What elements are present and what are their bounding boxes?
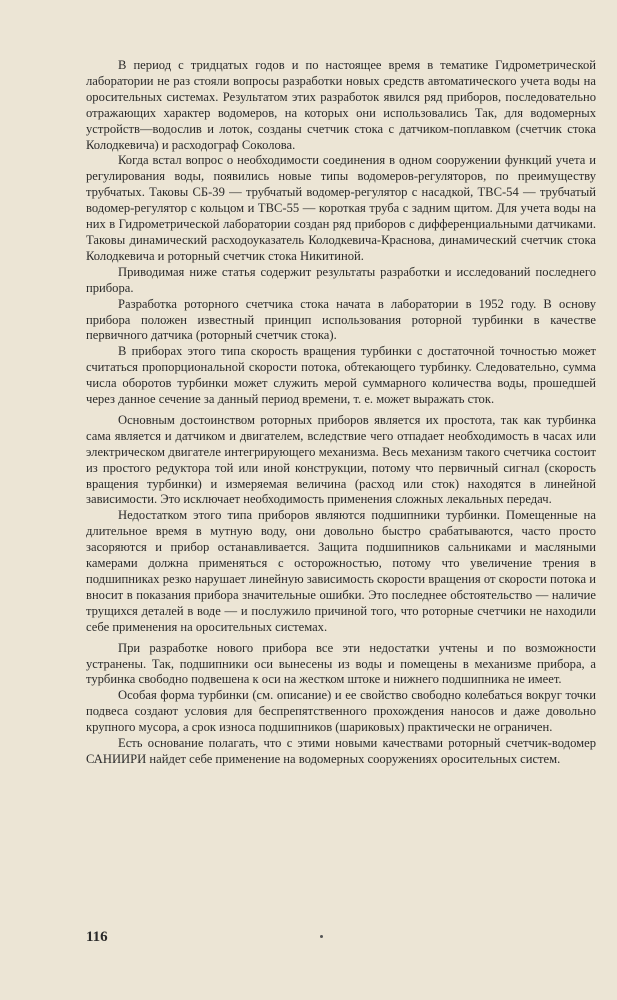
paragraph: Особая форма турбинки (см. описание) и ее свойство свободно колебаться вокруг точки подвеса создают условия для беспрепятственного прохождения наносов и даже довольно крупного мусора, а срок износа подшипников (шариковых) практически не ограничен. xyxy=(86,688,596,735)
article-text xyxy=(86,58,596,768)
paragraph: Недостатком этого типа приборов являются подшипники турбинки. Помещенные на длительное время в мутную воду, они довольно быстро срабатываются, часто просто засоряются и прибор останавливается. Защита подшипников сальниками и масляными камерами должна применяться с осторожностью, потому что увеличение трения в подшипниках резко нарушает линейную зависимость скорости вращения от скорости потока и вносит в показания прибора значительные ошибки. Это последнее обстоятельство — наличие трущихся деталей в воде — и послужило причиной того, что роторные счетчики не находили себе применения на оросительных системах. xyxy=(86,508,596,634)
paragraph: В приборах этого типа скорость вращения турбинки с достаточной точностью может считаться пропорциональной скорости потока, обтекающего турбинку. Следовательно, сумма числа оборотов турбинки может служить мерой суммарного количества воды, прошедшей через данное сечение за данный период времени, т. е. может выражать сток. xyxy=(86,344,596,407)
paragraph: Есть основание полагать, что с этими новыми качествами роторный счетчик-водомер САНИИРИ найдет себе применение на водомерных сооружениях оросительных систем. xyxy=(86,736,596,766)
paragraph: Когда встал вопрос о необходимости соединения в одном сооружении функций учета и регулирования воды, появились новые типы водомеров-регуляторов, по преимуществу трубчатых. Таковы СБ-39 — трубчатый водомер-регулятор с насадкой, ТВС-54 — трубчатый водомер-регулятор с кольцом и ТВС-55 — короткая труба с задним щитом. Для учета воды на них в Гидрометрической лаборатории создан ряд приборов с дифференциальными датчиками. Таковы динамический расходоуказатель Колодкевича-Краснова, динамический счетчик стока Колодкевича и роторный счетчик стока Никитиной. xyxy=(86,153,596,263)
page-number: 116 xyxy=(86,929,108,945)
ink-dot xyxy=(320,935,323,938)
paragraph: Приводимая ниже статья содержит результаты разработки и исследований последнего прибора. xyxy=(86,264,596,295)
paragraph: При разработке нового прибора все эти недостатки учтены и по возможности устранены. Так, подшипники оси вынесены из воды и помещены в механизме прибора, а турбинка свободно подвешена к оси на жестком штоке и нижнего подшипника не имеет. xyxy=(86,640,596,687)
paragraph: В период с тридцатых годов и по настоящее время в тематике Гидрометрической лаборатории не раз стояли вопросы разработки новых средств автоматического учета воды на оросительных системах. Результатом этих разработок явился ряд приборов, последовательно отражающих характер водомеров, на которых они использовались Так, для водомерных устройств—водослив и лоток, созданы счетчик стока с датчиком-поплавком (счетчик стока Колодкевича) и расходограф Соколова. xyxy=(86,58,596,152)
paragraph: Разработка роторного счетчика стока начата в лаборатории в 1952 году. В основу прибора положен известный принцип использования роторной турбинки в качестве первичного датчика (роторный счетчик стока). xyxy=(86,296,596,343)
paragraph: Основным достоинством роторных приборов является их простота, так как турбинка сама является и датчиком и двигателем, вследствие чего отпадает необходимость в часах или электрическом двигателе интегрирующего механизма. Весь механизм такого счетчика состоит из простого редуктора той или иной конструкции, потому что первичный сигнал (скорость вращения турбинки) и измеряемая величина (расход или сток) находятся в линейной зависимости. Это исключает необходимость применения сложных лекальных передач. xyxy=(86,412,596,507)
